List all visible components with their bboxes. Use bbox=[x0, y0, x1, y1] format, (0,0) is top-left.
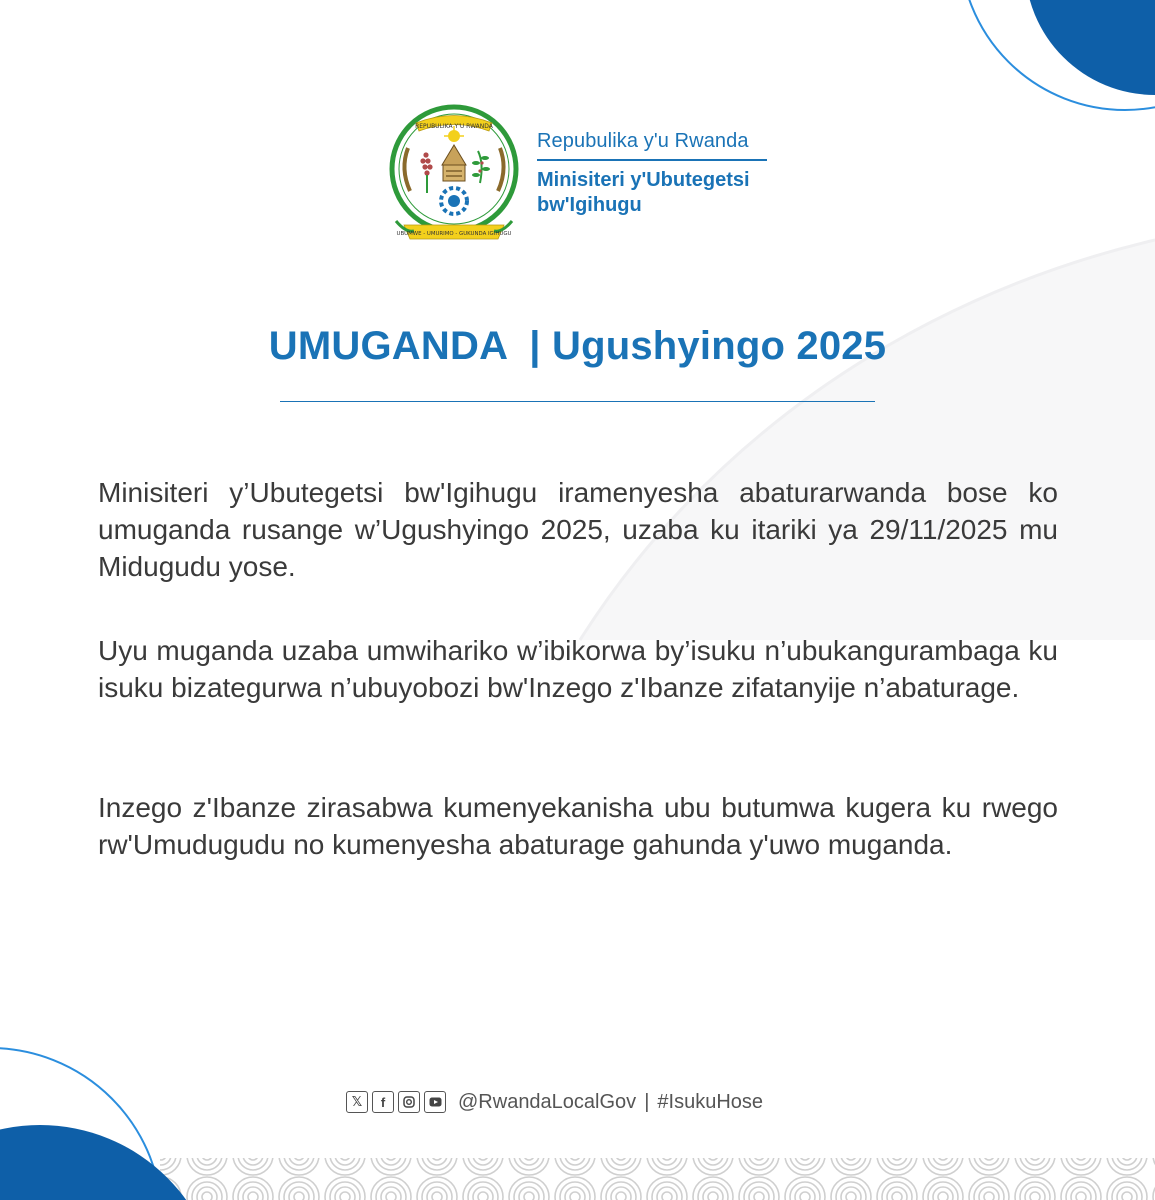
ministry-name-line2: bw'Igihugu bbox=[537, 194, 642, 216]
ripple-band bbox=[160, 1158, 1155, 1200]
paragraph-text: Uyu muganda uzaba umwihariko w’ibikorwa by’isuku n’ubukangurambaga ku isuku bizategurwa n’ubuyobozi bw'Inzego z'Ibanze zifatanyije n’abaturage. bbox=[98, 635, 1058, 703]
x-icon[interactable]: 𝕏 bbox=[346, 1091, 368, 1113]
svg-text:REPUBULIKA Y'U RWANDA: REPUBULIKA Y'U RWANDA bbox=[415, 123, 493, 130]
footer bbox=[346, 1088, 763, 1116]
paragraph-text: Minisiteri y’Ubutegetsi bw'Igihugu iramenyesha abaturarwanda bose ko umuganda rusange w’Ugushyingo 2025, uzaba ku itariki ya 29/11/2025 mu Midugudu yose. bbox=[98, 477, 1058, 582]
announcement-title: UMUGANDA | Ugushyingo 2025 bbox=[268, 324, 887, 368]
ministry-name-block bbox=[537, 130, 797, 218]
paragraph-text: Inzego z'Ibanze zirasabwa kumenyekanisha ubu butumwa kugera ku rwego rw'Umudugudu no kumenyesha abaturage gahunda y'uwo muganda. bbox=[98, 792, 1058, 860]
body-paragraph-2 bbox=[98, 632, 1058, 706]
footer-separator: | bbox=[644, 1090, 650, 1113]
republic-name: Repubulika y'u Rwanda bbox=[537, 130, 767, 161]
body-paragraph-1 bbox=[98, 474, 1058, 585]
rwanda-coat-of-arms-icon bbox=[386, 103, 522, 249]
social-handle[interactable]: @RwandaLocalGov bbox=[458, 1090, 637, 1113]
facebook-icon[interactable]: f bbox=[372, 1091, 394, 1113]
youtube-icon[interactable] bbox=[424, 1091, 446, 1113]
ministry-name-line1: Minisiteri y'Ubutegetsi bbox=[537, 169, 750, 191]
top-right-blob bbox=[1025, 0, 1155, 95]
instagram-icon[interactable] bbox=[398, 1091, 420, 1113]
header bbox=[386, 103, 806, 253]
hashtag[interactable]: #IsukuHose bbox=[657, 1090, 764, 1113]
svg-text:UBUMWE - UMURIMO - GUKUNDA IGI: UBUMWE - UMURIMO - GUKUNDA IGIHUGU bbox=[396, 231, 512, 237]
title-divider bbox=[280, 401, 875, 402]
body-paragraph-3 bbox=[98, 789, 1058, 863]
